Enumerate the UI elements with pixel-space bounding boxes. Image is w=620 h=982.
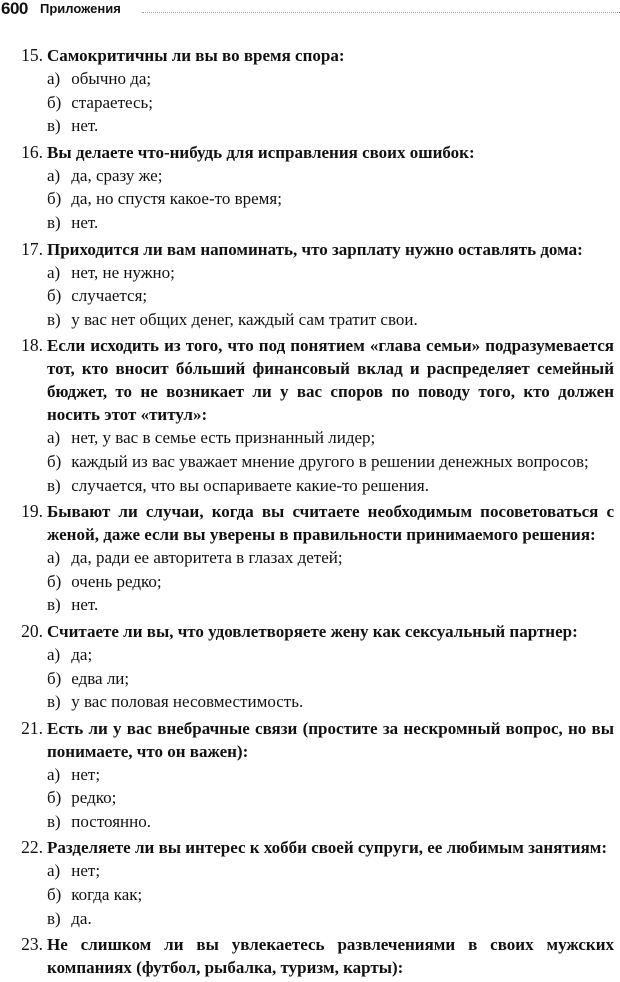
- option-text: случается;: [71, 286, 148, 306]
- question-list: [0, 44, 620, 982]
- option-label: а): [47, 861, 61, 881]
- option-label: а): [47, 69, 61, 88]
- answer-option: [47, 593, 620, 617]
- option-label: б): [47, 788, 62, 808]
- option-text: нет.: [71, 212, 99, 232]
- option-label: а): [47, 764, 61, 784]
- option-text: да.: [71, 908, 92, 928]
- answer-option: [47, 907, 620, 931]
- option-label: в): [47, 116, 61, 136]
- question-19: [0, 500, 620, 617]
- answer-option: [47, 667, 620, 691]
- question-number: 19.: [21, 501, 43, 522]
- answer-option: [47, 261, 620, 285]
- answer-option: [47, 763, 620, 787]
- question-number: 23.: [21, 934, 43, 955]
- option-text: нет;: [71, 861, 101, 881]
- option-text: да, ради ее авторитета в глазах детей;: [71, 548, 343, 568]
- question-22: [0, 836, 620, 930]
- option-label: а): [47, 165, 61, 185]
- question-number: 22.: [21, 837, 43, 858]
- option-text: очень редко;: [71, 571, 162, 591]
- option-label: в): [47, 475, 61, 495]
- answer-option: [47, 474, 620, 498]
- answer-option: [47, 91, 620, 115]
- answer-option: [47, 67, 620, 91]
- answer-option: [47, 859, 620, 883]
- question-text: Разделяете ли вы интерес к хобби своей супруги, ее любимым занятиям:: [47, 838, 608, 858]
- option-text: у вас нет общих денег, каждый сам тратит свои.: [71, 309, 418, 329]
- option-label: в): [47, 309, 61, 329]
- option-label: в): [47, 595, 61, 615]
- option-label: б): [47, 571, 62, 591]
- question-number: 16.: [21, 141, 43, 162]
- question-23: [0, 933, 620, 979]
- answer-option: [47, 810, 620, 834]
- answer-option: [47, 164, 620, 188]
- option-text: да;: [71, 644, 93, 664]
- option-text: когда как;: [71, 885, 143, 905]
- option-label: в): [47, 692, 61, 712]
- question-18: [0, 334, 620, 497]
- option-text: нет.: [71, 595, 99, 615]
- option-text: нет;: [71, 764, 101, 784]
- question-number: 15.: [21, 45, 43, 65]
- option-text: каждый из вас уважает мнение другого в решении денежных вопросов;: [71, 451, 589, 471]
- question-20: [0, 620, 620, 714]
- question-text: Если исходить из того, что под понятием «глава семьи» подразумевается тот, кто вносит бóльший финансовый вклад и распределяет семейный бюджет, то не возникает ли у вас споров по поводу того, кто должен носить этот «титул»:: [47, 336, 614, 425]
- answer-option: [47, 546, 620, 570]
- option-label: в): [47, 212, 61, 232]
- question-text: Приходится ли вам напоминать, что зарплату нужно оставлять дома:: [47, 239, 583, 259]
- answer-option: [47, 308, 620, 332]
- option-text: да, но спустя какое-то время;: [71, 189, 282, 209]
- option-text: случается, что вы оспариваете какие-то решения.: [71, 475, 429, 495]
- option-text: редко;: [71, 788, 117, 808]
- answer-option: [47, 690, 620, 714]
- question-text: Не слишком ли вы увлекаетесь развлечениями в своих мужских компаниях (футбол, рыбалка, туризм, карты):: [47, 935, 614, 978]
- answer-option: [47, 643, 620, 667]
- header-rule: [142, 12, 620, 13]
- question-text: Самокритичны ли вы во время спора:: [47, 46, 345, 65]
- question-number: 21.: [21, 717, 43, 738]
- question-text: Считаете ли вы, что удовлетворяете жену как сексуальный партнер:: [47, 621, 578, 641]
- option-text: едва ли;: [71, 668, 130, 688]
- option-text: нет, у вас в семье есть признанный лидер;: [71, 428, 376, 448]
- option-label: б): [47, 668, 62, 688]
- question-number: 18.: [21, 335, 43, 356]
- question-text: Бывают ли случаи, когда вы считаете необходимым посоветоваться с женой, даже если вы уверены в правильности принимаемого решения:: [47, 502, 614, 545]
- page-number: 600: [1, 0, 28, 18]
- answer-option: [47, 211, 620, 235]
- option-text: нет.: [71, 116, 99, 136]
- option-label: а): [47, 262, 61, 282]
- question-number: 17.: [21, 238, 43, 259]
- option-label: б): [47, 286, 62, 306]
- question-21: [0, 717, 620, 834]
- option-label: а): [47, 644, 61, 664]
- answer-option: [47, 426, 620, 450]
- answer-option: [47, 883, 620, 907]
- option-text: постоянно.: [71, 811, 151, 831]
- option-label: в): [47, 811, 61, 831]
- option-label: б): [47, 885, 62, 905]
- question-number: 20.: [21, 620, 43, 641]
- option-text: нет, не нужно;: [71, 262, 175, 282]
- option-text: у вас половая несовместимость.: [71, 692, 304, 712]
- option-text: стараетесь;: [71, 92, 153, 112]
- answer-option: [47, 570, 620, 594]
- question-15: [0, 44, 620, 138]
- option-label: б): [47, 451, 62, 471]
- option-label: в): [47, 908, 61, 928]
- option-label: б): [47, 189, 62, 209]
- answer-option: [47, 786, 620, 810]
- answer-option: [47, 114, 620, 138]
- page-header: [0, 0, 620, 18]
- option-text: да, сразу же;: [71, 165, 163, 185]
- question-text: Вы делаете что-нибудь для исправления своих ошибок:: [47, 142, 475, 162]
- answer-option: [47, 187, 620, 211]
- option-label: а): [47, 428, 61, 448]
- question-17: [0, 238, 620, 332]
- answer-option: [47, 450, 620, 474]
- answer-option: [47, 284, 620, 308]
- option-label: б): [47, 92, 62, 112]
- question-16: [0, 141, 620, 235]
- question-text: Есть ли у вас внебрачные связи (простите за нескромный вопрос, но вы понимаете, что он важен):: [47, 718, 614, 761]
- option-label: а): [47, 548, 61, 568]
- option-text: обычно да;: [71, 69, 152, 88]
- running-head: Приложения: [40, 1, 121, 16]
